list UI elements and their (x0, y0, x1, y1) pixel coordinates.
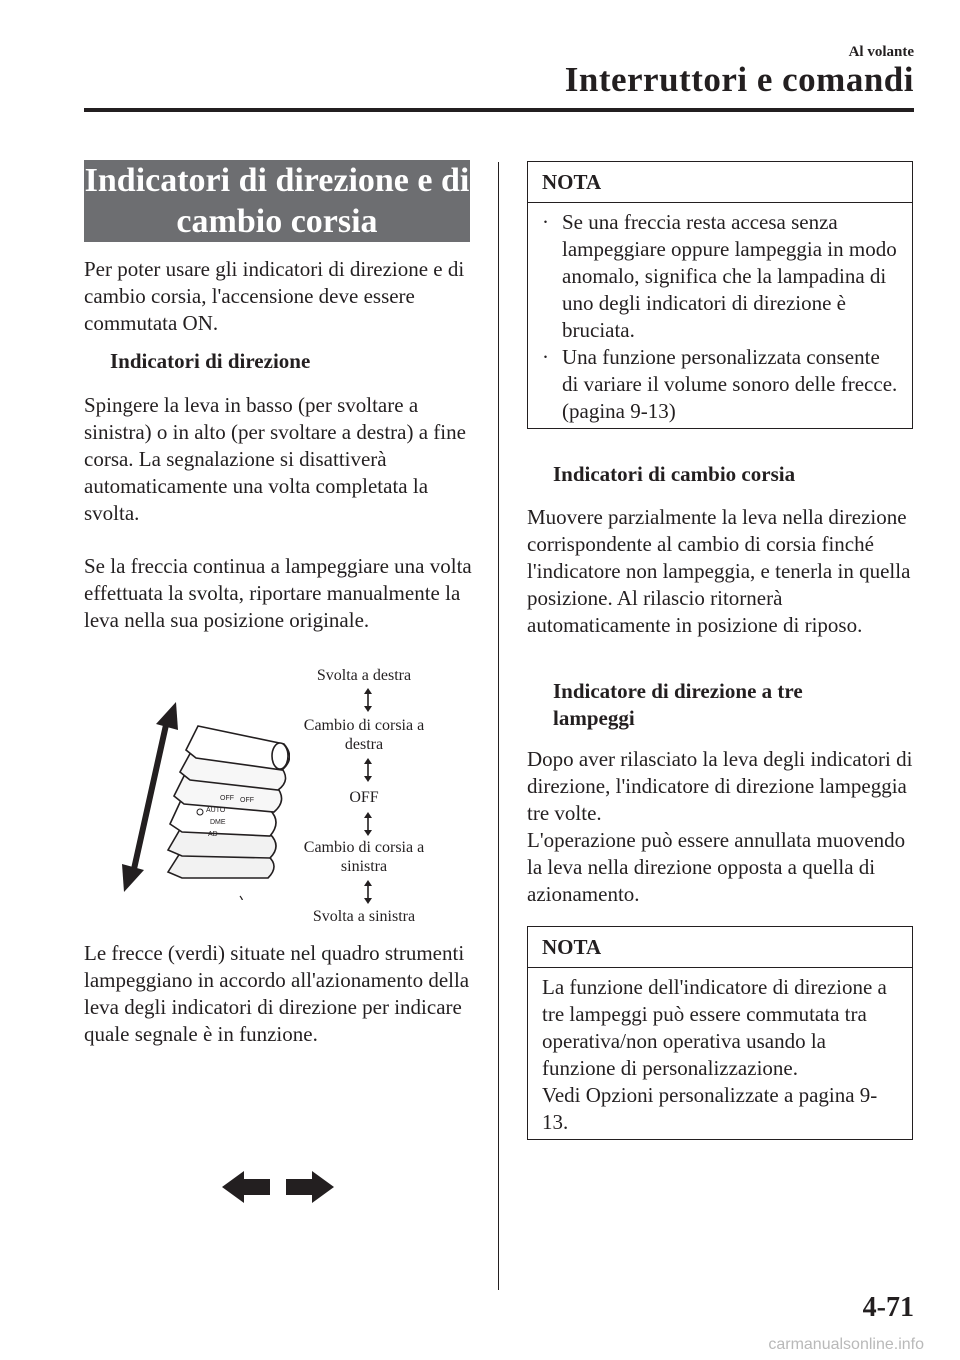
lane-change-paragraph: Muovere parzialmente la leva nella direzione corrispondente al cambio di corsia finché l'indicatore non lampeggia, e tenerla in quella posizione. Al rilascio ritornerà automaticamente in posizione di riposo. (527, 505, 911, 637)
watermark-link[interactable]: carmanualsonline.info (768, 1336, 924, 1353)
lever-diagram (84, 660, 484, 925)
switch-dme-text: DME (210, 819, 226, 826)
switch-ad-text: AD (208, 831, 218, 838)
note-1-bullet-text: Una funzione personalizzata consente di variare il volume sonoro delle frecce. (pagina 9-13) (562, 345, 898, 423)
switch-off-text-2: OFF (240, 797, 254, 804)
double-arrow-icon (363, 688, 373, 712)
lever-travel-arrow-icon (122, 702, 178, 892)
subheading-lane-change: Indicatori di cambio corsia (553, 462, 796, 486)
note-box-2 (527, 926, 913, 1140)
label-svolta-sinistra: Svolta a sinistra (312, 908, 416, 925)
note-1-bullet: · Una funzione personalizzata consente di variare il volume sonoro delle frecce. (pagina 9-13) (542, 345, 898, 423)
section-title-box (84, 160, 470, 242)
double-arrow-icon (363, 758, 373, 782)
column-divider (498, 162, 499, 1290)
header-section-label: Al volante (848, 44, 914, 60)
note-1-heading: NOTA (528, 162, 912, 203)
note-2-heading: NOTA (528, 927, 912, 968)
lever-illustration (120, 700, 290, 900)
double-arrow-icon (363, 880, 373, 904)
label-cambio-destra: Cambio di corsia a destra (303, 717, 425, 753)
label-cambio-sinistra: Cambio di corsia a sinistra (303, 839, 425, 875)
switch-off-text-1: OFF (220, 795, 234, 802)
switch-auto-text: AUTO (206, 807, 226, 814)
blinking-paragraph: Se la freccia continua a lampeggiare una volta effettuata la svolta, riportare manualmente la leva nella sua posizione originale. (84, 554, 472, 632)
turn-signal-paragraph: Spingere la leva in basso (per svoltare a sinistra) o in alto (per svoltare a destra) a fine corsa. La segnalazione si disattiverà automaticamente una volta completata la svolta. (84, 393, 466, 525)
subheading-turn-signals: Indicatori di direzione (110, 349, 311, 373)
page-number: 4-71 (862, 1292, 914, 1323)
section-title: Indicatori di direzione e di cambio corsia (84, 162, 470, 240)
double-arrow-icon (363, 812, 373, 836)
three-flash-paragraph: Dopo aver rilasciato la leva degli indicatori di direzione, l'indicatore di direzione lampeggia tre volte. L'operazione può essere annullata muovendo la leva nella direzione opposta a quella di azionamento. (527, 747, 913, 906)
turn-indicator-arrows-icon (222, 1170, 334, 1204)
label-off: OFF (349, 789, 379, 806)
subheading-three-flash: Indicatore di direzione a tre lampeggi (553, 679, 803, 730)
intro-paragraph: Per poter usare gli indicatori di direzione e di cambio corsia, l'accensione deve essere commutata ON. (84, 257, 465, 335)
header-rule (84, 108, 914, 112)
note-1-bullet: · Se una freccia resta accesa senza lampeggiare oppure lampeggia in modo anomalo, significa che la lampadina di uno degli indicatori di direzione è bruciata. (542, 210, 897, 342)
note-2-text: La funzione dell'indicatore di direzione a tre lampeggi può essere commutata tra operativa/non operativa usando la funzione di personalizzazione. Vedi Opzioni personalizzate a pagina 9-13. (542, 975, 887, 1134)
instrument-arrows-paragraph: Le frecce (verdi) situate nel quadro strumenti lampeggiano in accordo all'azionamento della leva degli indicatori di direzione per indicare quale segnale è in funzione. (84, 941, 470, 1046)
note-box-1 (527, 161, 913, 429)
note-1-bullet-text: Se una freccia resta accesa senza lampeggiare oppure lampeggia in modo anomalo, significa che la lampadina di uno degli indicatori di direzione è bruciata. (562, 210, 897, 342)
label-svolta-destra: Svolta a destra (316, 667, 412, 684)
header-title: Interruttori e comandi (564, 60, 914, 99)
